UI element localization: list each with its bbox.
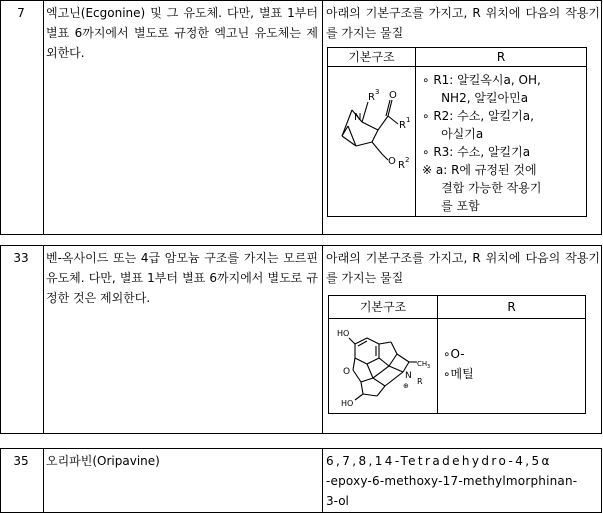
r-group-item: ∘ R2: 수소, 알킬기a, xyxy=(422,109,534,123)
inner-divider xyxy=(415,48,416,216)
column-divider xyxy=(43,449,44,512)
r2-superscript: 2 xyxy=(405,156,410,164)
column-divider xyxy=(601,246,602,433)
r-group-item: ※ a: R에 규정된 것에 xyxy=(422,163,537,177)
r-group-item: ∘ R3: 수소, 알킬기a xyxy=(422,145,531,159)
morphine-structure-diagram xyxy=(333,322,433,410)
column-divider xyxy=(601,449,602,512)
r2-label: R xyxy=(398,160,405,171)
r1-superscript: 1 xyxy=(406,116,411,124)
r-group-list xyxy=(422,71,541,215)
structure-table xyxy=(328,295,586,414)
substance-name: 벤-옥사이드 또는 4급 암모늄 구조를 가지는 모르핀 유도체. 다만, 별표 1부터 별표 6까지에서 별도로 규정한 것은 제외한다. xyxy=(46,251,318,305)
ecgonine-structure-diagram xyxy=(332,78,414,188)
header-r: R xyxy=(438,296,585,319)
iupac-line: 6,7,8,14-Tetradehydro-4,5α xyxy=(326,454,552,468)
ch3-label: CH xyxy=(417,360,428,368)
r1-label: R xyxy=(399,120,406,131)
column-divider xyxy=(43,1,44,234)
r-group-item: 아실기a xyxy=(422,127,484,141)
r-group-item: ∘ R1: 알킬옥시a, OH, xyxy=(422,73,541,87)
r-group-item: ∘O- xyxy=(443,347,465,361)
r-group-item: 결합 가능한 작용기 xyxy=(422,181,542,195)
column-divider xyxy=(601,1,602,234)
structure-description: 아래의 기본구조를 가지고, R 위치에 다음의 작용기를 가지는 물질 xyxy=(326,6,600,40)
row-number: 7 xyxy=(17,6,25,20)
o-label: O xyxy=(389,90,397,101)
r-group-item: 를 포함 xyxy=(422,199,480,213)
ho-label: HO xyxy=(337,329,350,338)
r-group-item: ∘메틸 xyxy=(443,367,474,381)
substance-name: 엑고닌(Ecgonine) 및 그 유도체. 다만, 별표 1부터 별표 6까지에서 별도로 규정한 엑고닌 유도체는 제외한다. xyxy=(46,6,318,60)
ho-label: HO xyxy=(341,399,354,408)
row-33 xyxy=(0,245,602,434)
o-label: O xyxy=(343,367,351,377)
row-35 xyxy=(0,448,602,513)
r-group-list xyxy=(443,344,474,384)
substance-name: 오리파빈(Oripavine) xyxy=(46,454,160,468)
iupac-name xyxy=(326,451,600,511)
ch3-subscript: 3 xyxy=(427,364,431,370)
r-label: R xyxy=(417,377,423,386)
r3-superscript: 3 xyxy=(375,88,380,96)
column-divider xyxy=(0,1,1,234)
n-label: N xyxy=(405,371,412,381)
n-label: N xyxy=(354,112,362,123)
header-basic-structure: 기본구조 xyxy=(329,296,437,319)
row-number: 35 xyxy=(13,454,29,468)
column-divider xyxy=(0,246,1,433)
column-divider xyxy=(322,449,323,512)
row-7 xyxy=(0,0,602,235)
column-divider xyxy=(43,246,44,433)
inner-divider xyxy=(437,296,438,413)
o-label: O xyxy=(388,156,396,167)
iupac-line: -epoxy-6-methoxy-17-methylmorphinan- xyxy=(326,474,578,488)
column-divider xyxy=(322,246,323,433)
r-group-item: NH2, 알킬아민a xyxy=(422,91,529,105)
row-number: 33 xyxy=(13,251,29,265)
column-divider xyxy=(322,1,323,234)
iupac-line: 3-ol xyxy=(326,494,349,508)
charge-plus-icon: ⊕ xyxy=(403,382,409,390)
structure-description: 아래의 기본구조를 가지고, R 위치에 다음의 작용기를 가지는 물질 xyxy=(326,251,600,285)
header-basic-structure: 기본구조 xyxy=(328,48,415,67)
r3-label: R xyxy=(368,92,375,103)
structure-table xyxy=(327,47,587,217)
header-r: R xyxy=(416,48,586,67)
